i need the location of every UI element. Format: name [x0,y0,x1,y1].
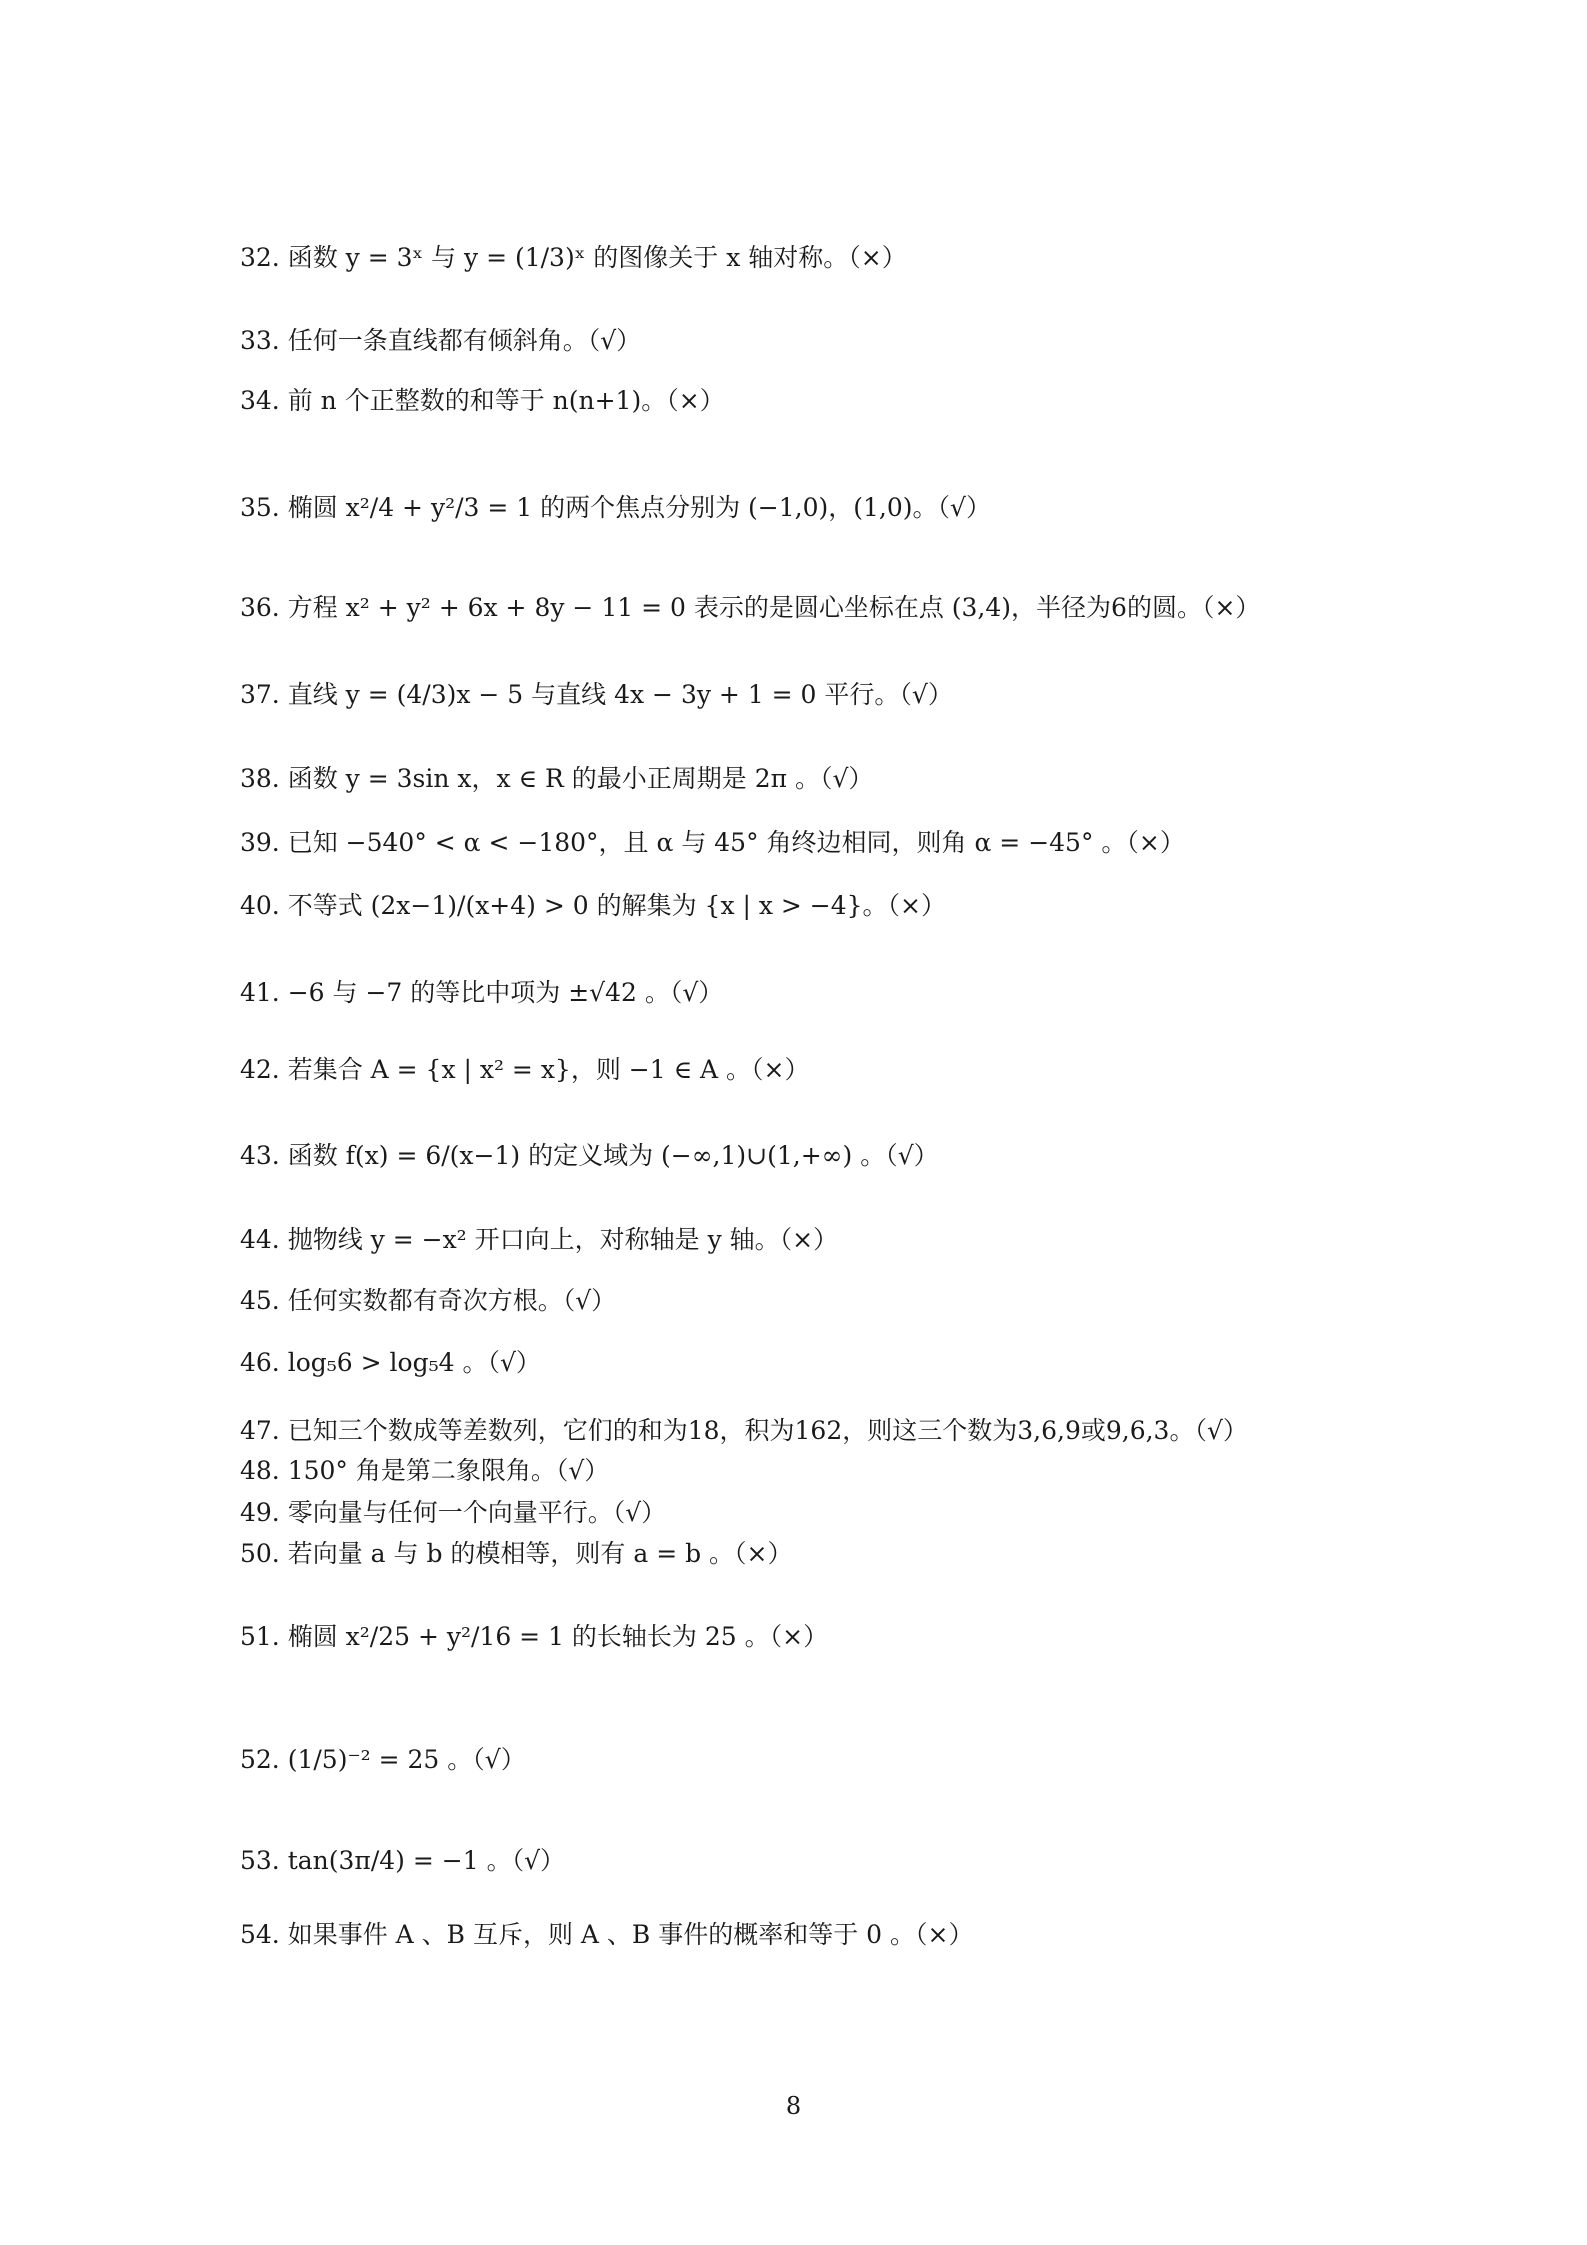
question-48: 48. 150° 角是第二象限角。（√） [240,1456,610,1485]
page-number: 8 [785,2092,802,2120]
question-40: 40. 不等式 (2x−1)/(x+4) > 0 的解集为 {x | x > −4}。（×） [240,891,947,920]
question-33: 33. 任何一条直线都有倾斜角。（√） [240,326,642,355]
question-54: 54. 如果事件 A 、B 互斥，则 A 、B 事件的概率和等于 0 。（×） [240,1920,974,1949]
question-43: 43. 函数 f(x) = 6/(x−1) 的定义域为 (−∞,1)∪(1,+∞) 。（√） [240,1141,939,1170]
question-38: 38. 函数 y = 3sin x，x ∈ R 的最小正周期是 2π 。（√） [240,764,874,793]
question-53: 53. tan(3π/4) = −1 。（√） [240,1846,566,1875]
question-52: 52. (1/5)⁻² = 25 。（√） [240,1745,526,1774]
question-32: 32. 函数 y = 3ˣ 与 y = (1/3)ˣ 的图像关于 x 轴对称。（×） [240,243,907,272]
question-44: 44. 抛物线 y = −x² 开口向上，对称轴是 y 轴。（×） [240,1225,839,1254]
question-39: 39. 已知 −540° < α < −180°，且 α 与 45° 角终边相同，则角 α = −45° 。（×） [240,828,1185,857]
question-34: 34. 前 n 个正整数的和等于 n(n+1)。（×） [240,386,725,415]
question-45: 45. 任何实数都有奇次方根。（√） [240,1286,617,1315]
question-41: 41. −6 与 −7 的等比中项为 ±√42 。（√） [240,978,724,1007]
question-50: 50. 若向量 a 与 b 的模相等，则有 a = b 。（×） [240,1539,793,1568]
question-46: 46. log₅6 > log₅4 。（√） [240,1348,541,1377]
question-36: 36. 方程 x² + y² + 6x + 8y − 11 = 0 表示的是圆心坐标在点 (3,4)，半径为6的圆。（×） [240,593,1261,622]
question-51: 51. 椭圆 x²/25 + y²/16 = 1 的长轴长为 25 。（×） [240,1622,829,1651]
question-47: 47. 已知三个数成等差数列，它们的和为18，积为162，则这三个数为3,6,9或9,6,3。（√） [240,1416,1248,1445]
question-42: 42. 若集合 A = {x | x² = x}，则 −1 ∈ A 。（×） [240,1055,810,1084]
question-49: 49. 零向量与任何一个向量平行。（√） [240,1498,667,1527]
question-35: 35. 椭圆 x²/4 + y²/3 = 1 的两个焦点分别为 (−1,0)，(1,0)。（√） [240,493,991,522]
question-37: 37. 直线 y = (4/3)x − 5 与直线 4x − 3y + 1 = 0 平行。（√） [240,680,953,709]
